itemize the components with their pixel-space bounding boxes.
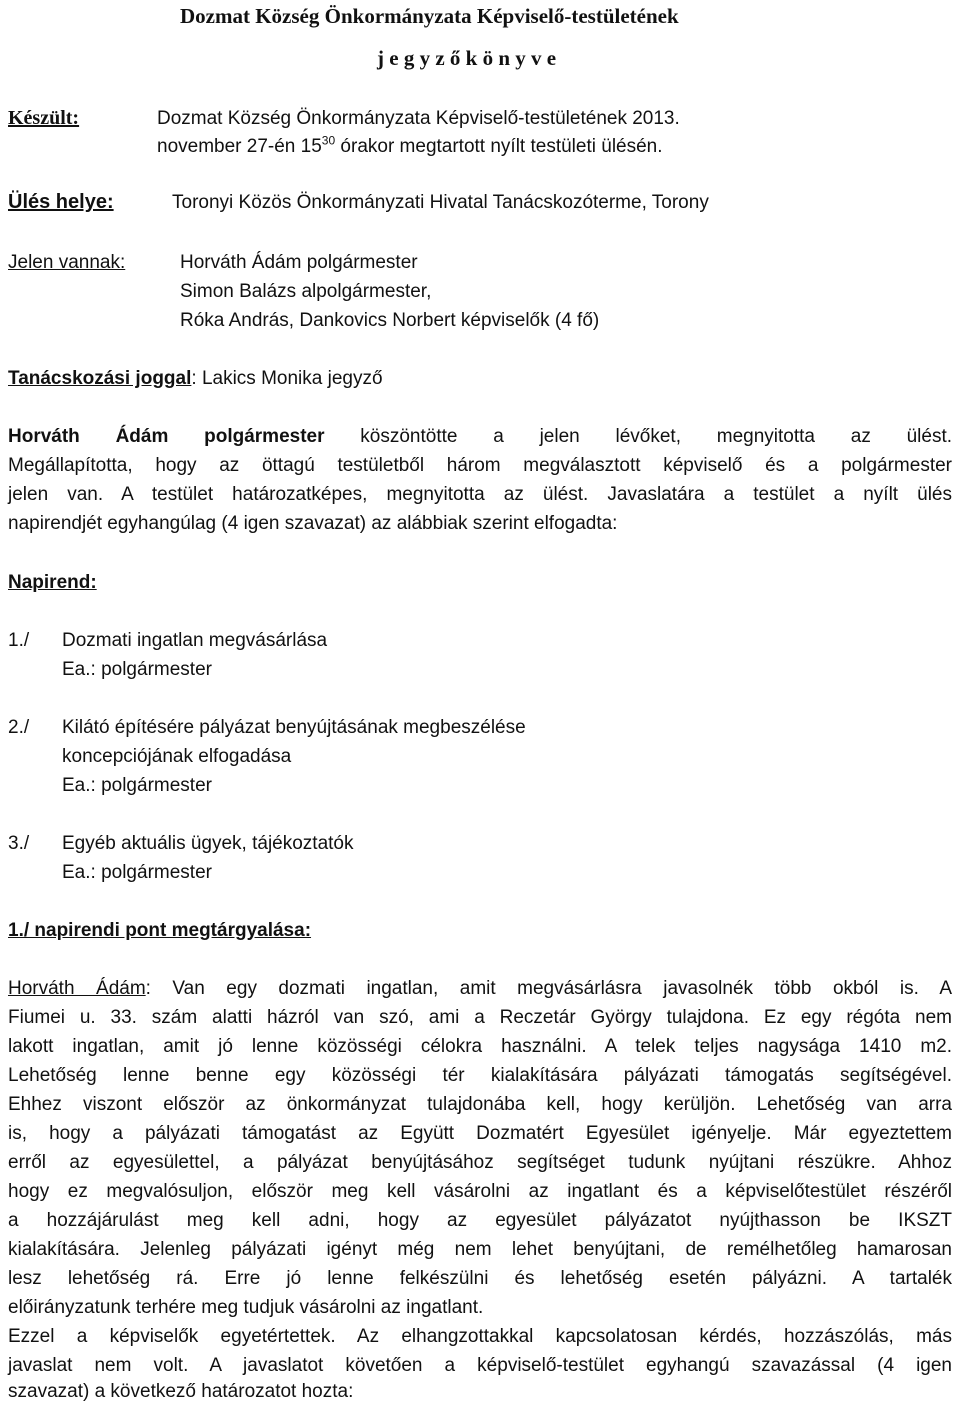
agenda-item-2-title-2: koncepciójának elfogadása [62,746,292,767]
agenda-item-1-presenter: Ea.: polgármester [62,659,212,680]
attendee-2: Simon Balázs alpolgármester, [180,281,432,302]
attendee-1: Horváth Ádám polgármester [180,252,418,273]
tanacs-line [8,364,383,393]
section-1-line-10: kialakítására. Jelenleg pályázati igényt még nem lehet benyújtani, de remélhetőleg hamarosan [8,1239,952,1260]
document-title: Dozmat Község Önkormányzata Képviselő-testületének [180,4,679,28]
agenda-item-3-presenter: Ea.: polgármester [62,862,212,883]
intro-line-3: jelen van. A testület határozatképes, megnyitotta az ülést. Javaslatára a testület a nyílt ülés [8,484,952,505]
keszult-line-2 [157,132,663,161]
agenda-item-2-number: 2./ [8,717,30,738]
section-1-line-11: lesz lehetőség rá. Erre jó lenne felkészülni és lehetőség esetén pályázni. A tartalék [8,1268,952,1289]
section-1-line-13: Ezzel a képviselők egyetértettek. Az elhangzottakkal kapcsolatosan kérdés, hozzászólás, más [8,1326,952,1347]
keszult-label: Készült: [8,107,80,129]
section-1-line-7: erről az egyesülettel, a pályázat benyújtásához segítséget tudunk nyújtani részükre. Ahhoz [8,1152,952,1173]
ules-value: Toronyi Közös Önkormányzati Hivatal Tanácskozóterme, Torony [172,192,709,213]
document-subtitle: j e g y z ő k ö n y v e [377,46,557,70]
section-1-line-2: Fiumei u. 33. szám alatti házról van szó, ami a Reczetár György tulajdona. Ez egy régóta nem [8,1007,952,1028]
section-1-line-4: Lehetőség lenne benne egy közösségi tér kialakítására pályázati támogatás segítségével. [8,1065,952,1086]
agenda-item-2-title-1: Kilátó építésére pályázat benyújtásának megbeszélése [62,717,526,738]
section-1-line-14: javaslat nem volt. A javaslatot követően a képviselő-testület egyhangú szavazással (4 igen [8,1355,952,1376]
intro-line-1 [8,422,952,451]
intro-line-4: napirendjét egyhangúlag (4 igen szavazat) az alábbiak szerint elfogadta: [8,513,618,534]
section-1-line-8: hogy ez megvalósuljon, először meg kell vásárolni az ingatlant és a képviselőtestület részéről [8,1181,952,1202]
agenda-item-2-presenter: Ea.: polgármester [62,775,212,796]
section-1-line-15: szavazat) a következő határozatot hozta: [8,1381,354,1402]
tanacs-value: : Lakics Monika jegyző [191,368,383,389]
section-1-speaker: Horváth Ádám [8,978,146,999]
intro-line-2: Megállapította, hogy az öttagú testületből három megválasztott képviselő és a polgármester [8,455,952,476]
intro-line-1-rest: köszöntötte a jelen lévőket, megnyitotta az ülést. [324,426,953,447]
agenda-heading: Napirend: [8,572,97,593]
section-1-line-1 [8,974,952,1003]
attendee-3: Róka András, Dankovics Norbert képviselők (4 fő) [180,310,600,331]
agenda-item-1-number: 1./ [8,630,30,651]
section-1-line-12: előirányzatunk terhére meg tudjuk vásárolni az ingatlant. [8,1297,484,1318]
section-1-line-3: lakott ingatlan, amit jó lenne közösségi célokra használni. A telek teljes nagysága 1410 m2. [8,1036,952,1057]
agenda-item-1-title: Dozmati ingatlan megvásárlása [62,630,328,651]
jelen-label: Jelen vannak: [8,252,126,273]
agenda-item-3-title: Egyéb aktuális ügyek, tájékoztatók [62,833,354,854]
section-1-line-1-rest: : Van egy dozmati ingatlan, amit megvásárlásra javasolnék több okból is. A [145,978,952,999]
keszult-time-superscript: 30 [321,133,336,148]
keszult-rest: órakor megtartott nyílt testületi ülésén. [335,136,663,157]
section-1-heading: 1./ napirendi pont megtárgyalása: [8,920,312,941]
section-1-line-9: a hozzájárulást meg kell adni, hogy az egyesület pályázatot nyújthasson be IKSZT [8,1210,952,1231]
keszult-line-1: Dozmat Község Önkormányzata Képviselő-testületének 2013. [157,108,680,129]
ules-label: Ülés helye: [8,191,114,213]
intro-speaker: Horváth Ádám polgármester [8,426,325,447]
agenda-item-3-number: 3./ [8,833,30,854]
section-1-line-5: Ehhez viszont először az önkormányzat tulajdonába kell, hogy kerüljön. Lehetőség van arra [8,1094,952,1115]
tanacs-label: Tanácskozási joggal [8,368,192,389]
keszult-date: november 27-én 15 [157,136,322,157]
section-1-line-6: is, hogy a pályázati támogatást az Együtt Dozmatért Egyesület igényelje. Már egyeztettem [8,1123,952,1144]
